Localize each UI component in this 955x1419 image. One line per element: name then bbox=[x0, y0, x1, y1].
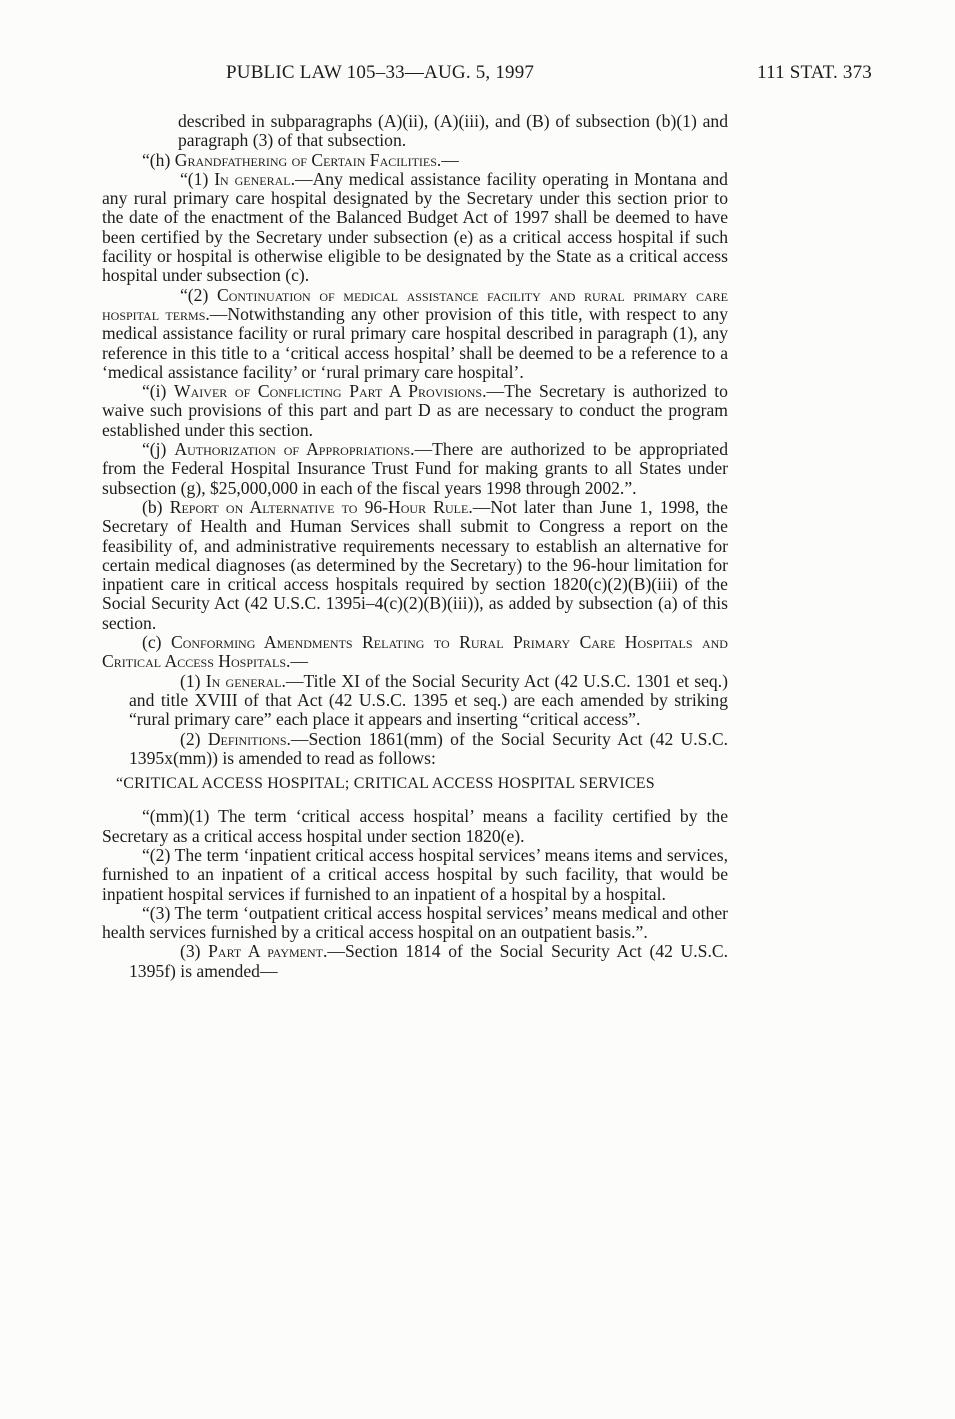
paragraph-c3-label: (3) bbox=[180, 941, 209, 962]
subsection-c-label: (c) bbox=[142, 632, 171, 653]
section-heading: “CRITICAL ACCESS HOSPITAL; CRITICAL ACCESS HOSPITAL SERVICES bbox=[116, 775, 655, 793]
paragraph-c3-text: —Section 1814 of the Social Security Act (42 U.S.C. 1395f) is amended— bbox=[129, 941, 728, 981]
paragraph-c1-text: —Title XI of the Social Security Act (42 U.S.C. 1301 et seq.) and title XVIII of that Act (42 U.S.C. 1395 et seq.) are each amended by striking “rural primary care” each place it appears and inserting “critical access”. bbox=[129, 670, 728, 730]
subsection-j-heading: Authorization of Appropriations. bbox=[174, 439, 415, 460]
subsection-i-label: “(i) bbox=[142, 381, 175, 402]
paragraph-c1 bbox=[129, 672, 728, 730]
header-page-number: 111 STAT. 373 bbox=[757, 62, 872, 83]
paragraph-h1-heading: In general. bbox=[214, 168, 295, 189]
paragraph-h2-text: —Notwithstanding any other provision of this title, with respect to any medical assistance facility or rural primary care hospital described in paragraph (1), any reference in this title to a ‘critical access hospital’ shall be deemed to be a reference to a ‘medical assistance facility’ or ‘rural primary care hospital’. bbox=[102, 303, 728, 382]
subsection-h-heading bbox=[142, 151, 728, 170]
subsection-c-title: Conforming Amendments Relating to Rural Primary Care Hospitals and Critical Access Hospitals.— bbox=[102, 632, 728, 672]
definition-mm2: “(2) The term ‘inpatient critical access hospital services’ means items and services, furnished to an inpatient of a critical access hospital by such facility, that would be inpatient hospital services if furnished to an inpatient of a hospital by a hospital. bbox=[102, 844, 728, 904]
paragraph-continuation: described in subparagraphs (A)(ii), (A)(iii), and (B) of subsection (b)(1) and paragraph (3) of that subsection. bbox=[178, 111, 728, 151]
paragraph-h1-label: “(1) bbox=[180, 168, 215, 189]
subsection-h-label: “(h) bbox=[142, 149, 175, 170]
definition-mm1: “(mm)(1) The term ‘critical access hospital’ means a facility certified by the Secretary as a critical access hospital under section 1820(e). bbox=[102, 806, 728, 846]
subsection-j-text: —There are authorized to be appropriated from the Federal Hospital Insurance Trust Fund for making grants to all States under subsection (g), $25,000,000 in each of the fiscal years 1998 through 2002.”. bbox=[102, 439, 728, 498]
subsection-h-title: Grandfathering of Certain Facilities.— bbox=[174, 149, 459, 170]
paragraph-c3-heading: Part A payment. bbox=[208, 941, 328, 962]
paragraph-c2-text: —Section 1861(mm) of the Social Security Act (42 U.S.C. 1395x(mm)) is amended to read as follows: bbox=[129, 728, 728, 768]
paragraph-c1-label: (1) bbox=[180, 670, 206, 691]
definition-mm3: “(3) The term ‘outpatient critical access hospital services’ means medical and other health services furnished by a critical access hospital on an outpatient basis.”. bbox=[102, 902, 728, 943]
paragraph-c2-label: (2) bbox=[180, 728, 208, 749]
subsection-i bbox=[102, 382, 728, 440]
paragraph-c2 bbox=[129, 730, 728, 769]
paragraph-h2-label: “(2) bbox=[180, 284, 217, 305]
header-law-date: PUBLIC LAW 105–33—AUG. 5, 1997 bbox=[226, 62, 535, 83]
running-header bbox=[226, 62, 872, 86]
paragraph-h1-text: —Any medical assistance facility operating in Montana and any rural primary care hospital designated by the Secretary under this section prior to the date of the enactment of the Balanced Budget Act of 1997 shall be deemed to have been certified by the Secretary under subsection (e) as a critical access hospital if such facility or hospital is otherwise eligible to be designated by the State as a critical access hospital under subsection (c). bbox=[102, 168, 728, 286]
paragraph-h2 bbox=[102, 286, 728, 382]
paragraph-c3 bbox=[129, 942, 728, 981]
subsection-i-heading: Waiver of Conflicting Part A Provisions. bbox=[174, 381, 487, 402]
subsection-i-text: —The Secretary is authorized to waive such provisions of this part and part D as are necessary to conduct the program established under this section. bbox=[102, 381, 728, 440]
paragraph-c1-heading: In general. bbox=[205, 670, 286, 691]
paragraph-h2-heading: Continuation of medical assistance facility and rural primary care hospital terms. bbox=[102, 284, 728, 324]
subsection-b bbox=[102, 498, 728, 633]
subsection-j-label: “(j) bbox=[142, 439, 175, 460]
paragraph-c2-heading: Definitions. bbox=[207, 728, 291, 749]
subsection-b-text: —Not later than June 1, 1998, the Secretary of Health and Human Services shall submit to Congress a report on the feasibility of, and administrative requirements necessary to establish an alternative for certain medical diagnoses (as determined by the Secretary) to the 96-hour limitation for inpatient care in critical access hospitals required by section 1820(c)(2)(B)(iii) of the Social Security Act (42 U.S.C. 1395i–4(c)(2)(B)(iii)), as added by subsection (a) of this section. bbox=[102, 496, 728, 633]
subsection-b-label: (b) bbox=[142, 496, 170, 517]
subsection-b-heading: Report on Alternative to 96-Hour Rule. bbox=[169, 496, 473, 517]
statute-body bbox=[102, 112, 728, 981]
subsection-j bbox=[102, 440, 728, 498]
paragraph-h1 bbox=[102, 170, 728, 286]
subsection-c-heading bbox=[102, 633, 728, 672]
